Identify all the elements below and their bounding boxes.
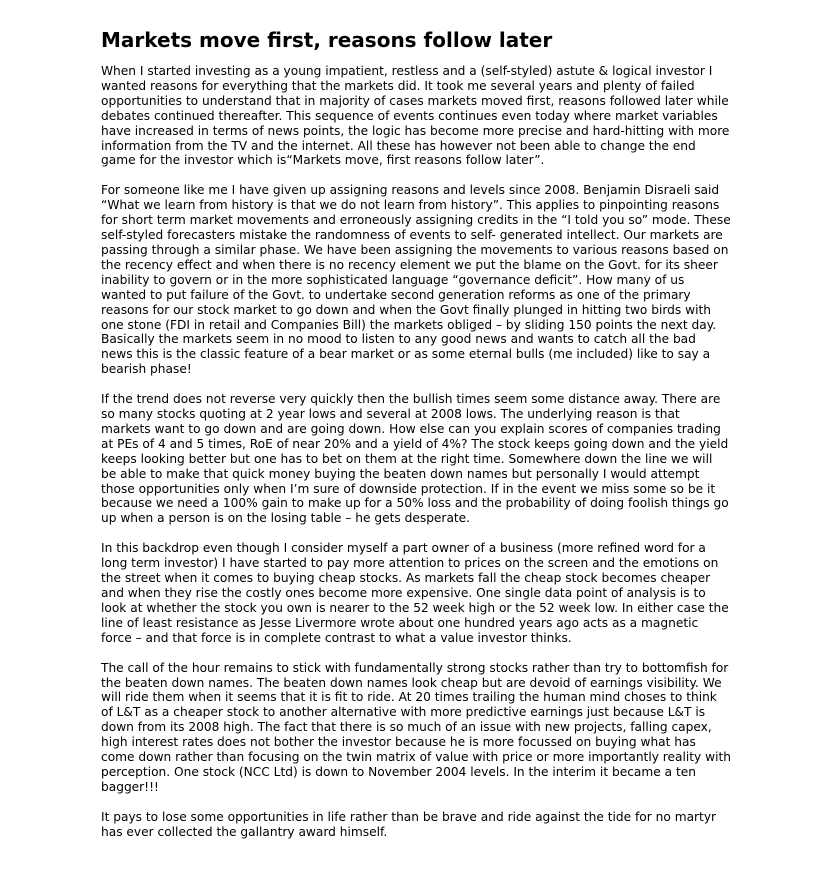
article-paragraph: In this backdrop even though I consider myself a part owner of a business (more refined word for a long term investor) I have started to pay more attention to prices on the screen and the emotions on the street when it comes to buying cheap stocks. As markets fall the cheap stock becomes cheaper and when they rise the costly ones become more expensive. One single data point of analysis is to look at whether the stock you own is nearer to the 52 week high or the 52 week low. In either case the line of least resistance as Jesse Livermore wrote about one hundred years ago acts as a magnetic force – and that force is in complete contrast to what a value investor thinks.	[101, 541, 729, 645]
article-paragraph: It pays to lose some opportunities in life rather than be brave and ride against the tide for no martyr has ever collected the gallantry award himself.	[101, 809, 717, 839]
article-paragraph: When I started investing as a young impatient, restless and a (self-styled) astute & logical investor I wanted reasons for everything that the markets did. It took me several years and plenty of failed opportunities to understand that in majority of cases markets moved first, reasons followed later while debates continued thereafter. This sequence of events continues even today where market variables have increased in terms of news points, the logic has become more precise and hard-hitting with more information from the TV and the internet. All these has however not been able to change the end game for the investor which is“Markets move, first reasons follow later”.	[101, 64, 730, 168]
article-paragraph: For someone like me I have given up assigning reasons and levels since 2008. Benjamin Disraeli said “What we learn from history is that we do not learn from history”. This applies to pinpointing reasons for short term market movements and erroneously assigning credits in the “I told you so” mode. These self-styled forecasters mistake the randomness of events to self- generated intellect. Our markets are passing through a similar phase. We have been assigning the movements to various reasons based on the recency effect and when there is no recency element we put the blame on the Govt. for its sheer inability to govern or in the more sophisticated language “governance deficit”. How many of us wanted to put failure of the Govt. to undertake second generation reforms as one of the primary reasons for our stock market to go down and when the Govt finally plunged in hitting two birds with one stone (FDI in retail and Companies Bill) the markets obliged – by sliding 150 points the next day. Basically the markets seem in no mood to listen to any good news and wants to catch all the bad news this is the classic feature of a bear market or as some eternal bulls (me included) like to say a bearish phase!	[101, 183, 731, 377]
article	[101, 28, 731, 855]
article-paragraph: The call of the hour remains to stick with fundamentally strong stocks rather than try to bottomfish for the beaten down names. The beaten down names look cheap but are devoid of earnings visibility. We will ride them when it seems that it is fit to ride. At 20 times trailing the human mind choses to think of L&T as a cheaper stock to another alternative with more predictive earnings just because L&T is down from its 2008 high. The fact that there is so much of an issue with new projects, falling capex, high interest rates does not bother the investor because he is more focussed on buying what has come down rather than focusing on the twin matrix of value with price or more importantly reality with perception. One stock (NCC Ltd) is down to November 2004 levels. In the interim it became a ten bagger!!!	[101, 660, 731, 794]
article-paragraph: If the trend does not reverse very quickly then the bullish times seem some distance away. There are so many stocks quoting at 2 year lows and several at 2008 lows. The underlying reason is that markets want to go down and are going down. How else can you explain scores of companies trading at PEs of 4 and 5 times, RoE of near 20% and a yield of 4%? The stock keeps going down and the yield keeps looking better but one has to bet on them at the right time. Somewhere down the line we will be able to make that quick money buying the beaten down names but personally I would attempt those opportunities only when I’m sure of downside protection. If in the event we miss some so be it because we need a 100% gain to make up for a 50% loss and the probability of doing foolish things go up when a person is on the losing table – he gets desperate.	[101, 392, 729, 526]
article-title: Markets move first, reasons follow later	[101, 28, 553, 52]
